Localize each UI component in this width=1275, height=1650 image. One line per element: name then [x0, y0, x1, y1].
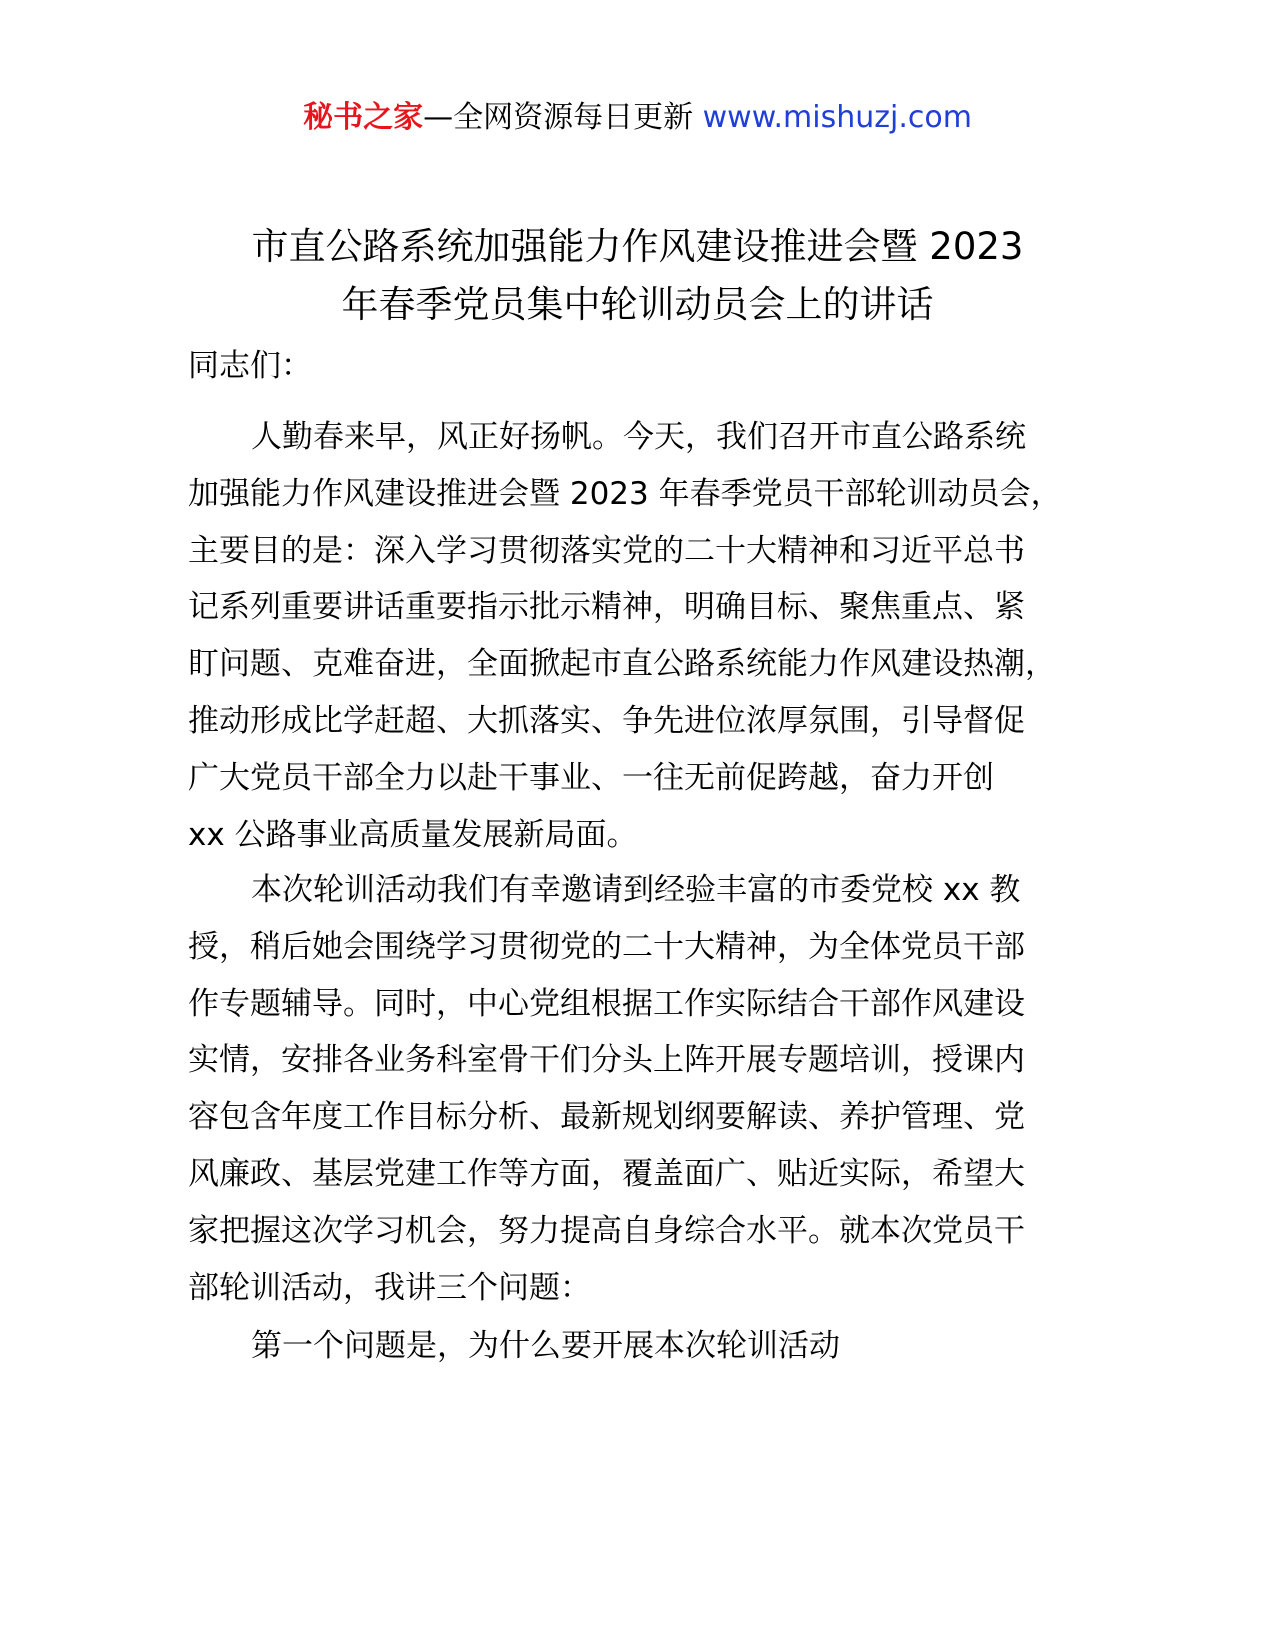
paragraph-line: 本次轮训活动我们有幸邀请到经验丰富的市委党校 xx 教: [251, 872, 1021, 908]
paragraph-line: 记系列重要讲话重要指示批示精神，明确目标、聚焦重点、紧: [188, 589, 1025, 626]
document-title: [150, 218, 1125, 334]
header-tagline: —全网资源每日更新: [423, 100, 694, 135]
title-line: 年春季党员集中轮训动员会上的讲话: [341, 283, 934, 326]
paragraph-line: xx 公路事业高质量发展新局面。: [188, 816, 638, 853]
paragraph-line: 加强能力作风建设推进会暨 2023 年春季党员干部轮训动员会，: [188, 475, 1062, 512]
paragraph-line: 风廉政、基层党建工作等方面，覆盖面广、贴近实际，希望大: [188, 1155, 1025, 1192]
paragraph-line: 授，稍后她会围绕学习贯彻党的二十大精神，为全体党员干部: [188, 928, 1025, 965]
site-url-link[interactable]: www.mishuzj.com: [702, 100, 972, 135]
paragraph-line: 部轮训活动，我讲三个问题：: [188, 1269, 591, 1306]
site-header: [0, 98, 1275, 138]
section-heading-1: [188, 1318, 840, 1375]
paragraph-line: 主要目的是：深入学习贯彻落实党的二十大精神和习近平总书: [188, 532, 1025, 569]
section-heading-text: 第一个问题是，为什么要开展本次轮训活动: [251, 1328, 840, 1364]
salutation: 同志们：: [188, 348, 312, 384]
paragraph-1: [188, 409, 1062, 863]
paragraph-line: 实情，安排各业务科室骨干们分头上阵开展专题培训，授课内: [188, 1042, 1025, 1079]
paragraph-line: 家把握这次学习机会，努力提高自身综合水平。就本次党员干: [188, 1212, 1025, 1249]
paragraph-2: [188, 862, 1025, 1316]
brand-name: 秘书之家: [303, 100, 424, 135]
paragraph-line: 推动形成比学赶超、大抓落实、争先进位浓厚氛围，引导督促: [188, 702, 1025, 739]
paragraph-line: 容包含年度工作目标分析、最新规划纲要解读、养护管理、党: [188, 1099, 1025, 1136]
paragraph-line: 盯问题、克难奋进，全面掀起市直公路系统能力作风建设热潮，: [188, 646, 1056, 683]
paragraph-line: 广大党员干部全力以赴干事业、一往无前促跨越，奋力开创: [188, 759, 994, 796]
paragraph-line: 作专题辅导。同时，中心党组根据工作实际结合干部作风建设: [188, 985, 1025, 1022]
title-line: 市直公路系统加强能力作风建设推进会暨 2023: [251, 225, 1024, 268]
paragraph-line: 人勤春来早，风正好扬帆。今天，我们召开市直公路系统: [251, 419, 1026, 455]
